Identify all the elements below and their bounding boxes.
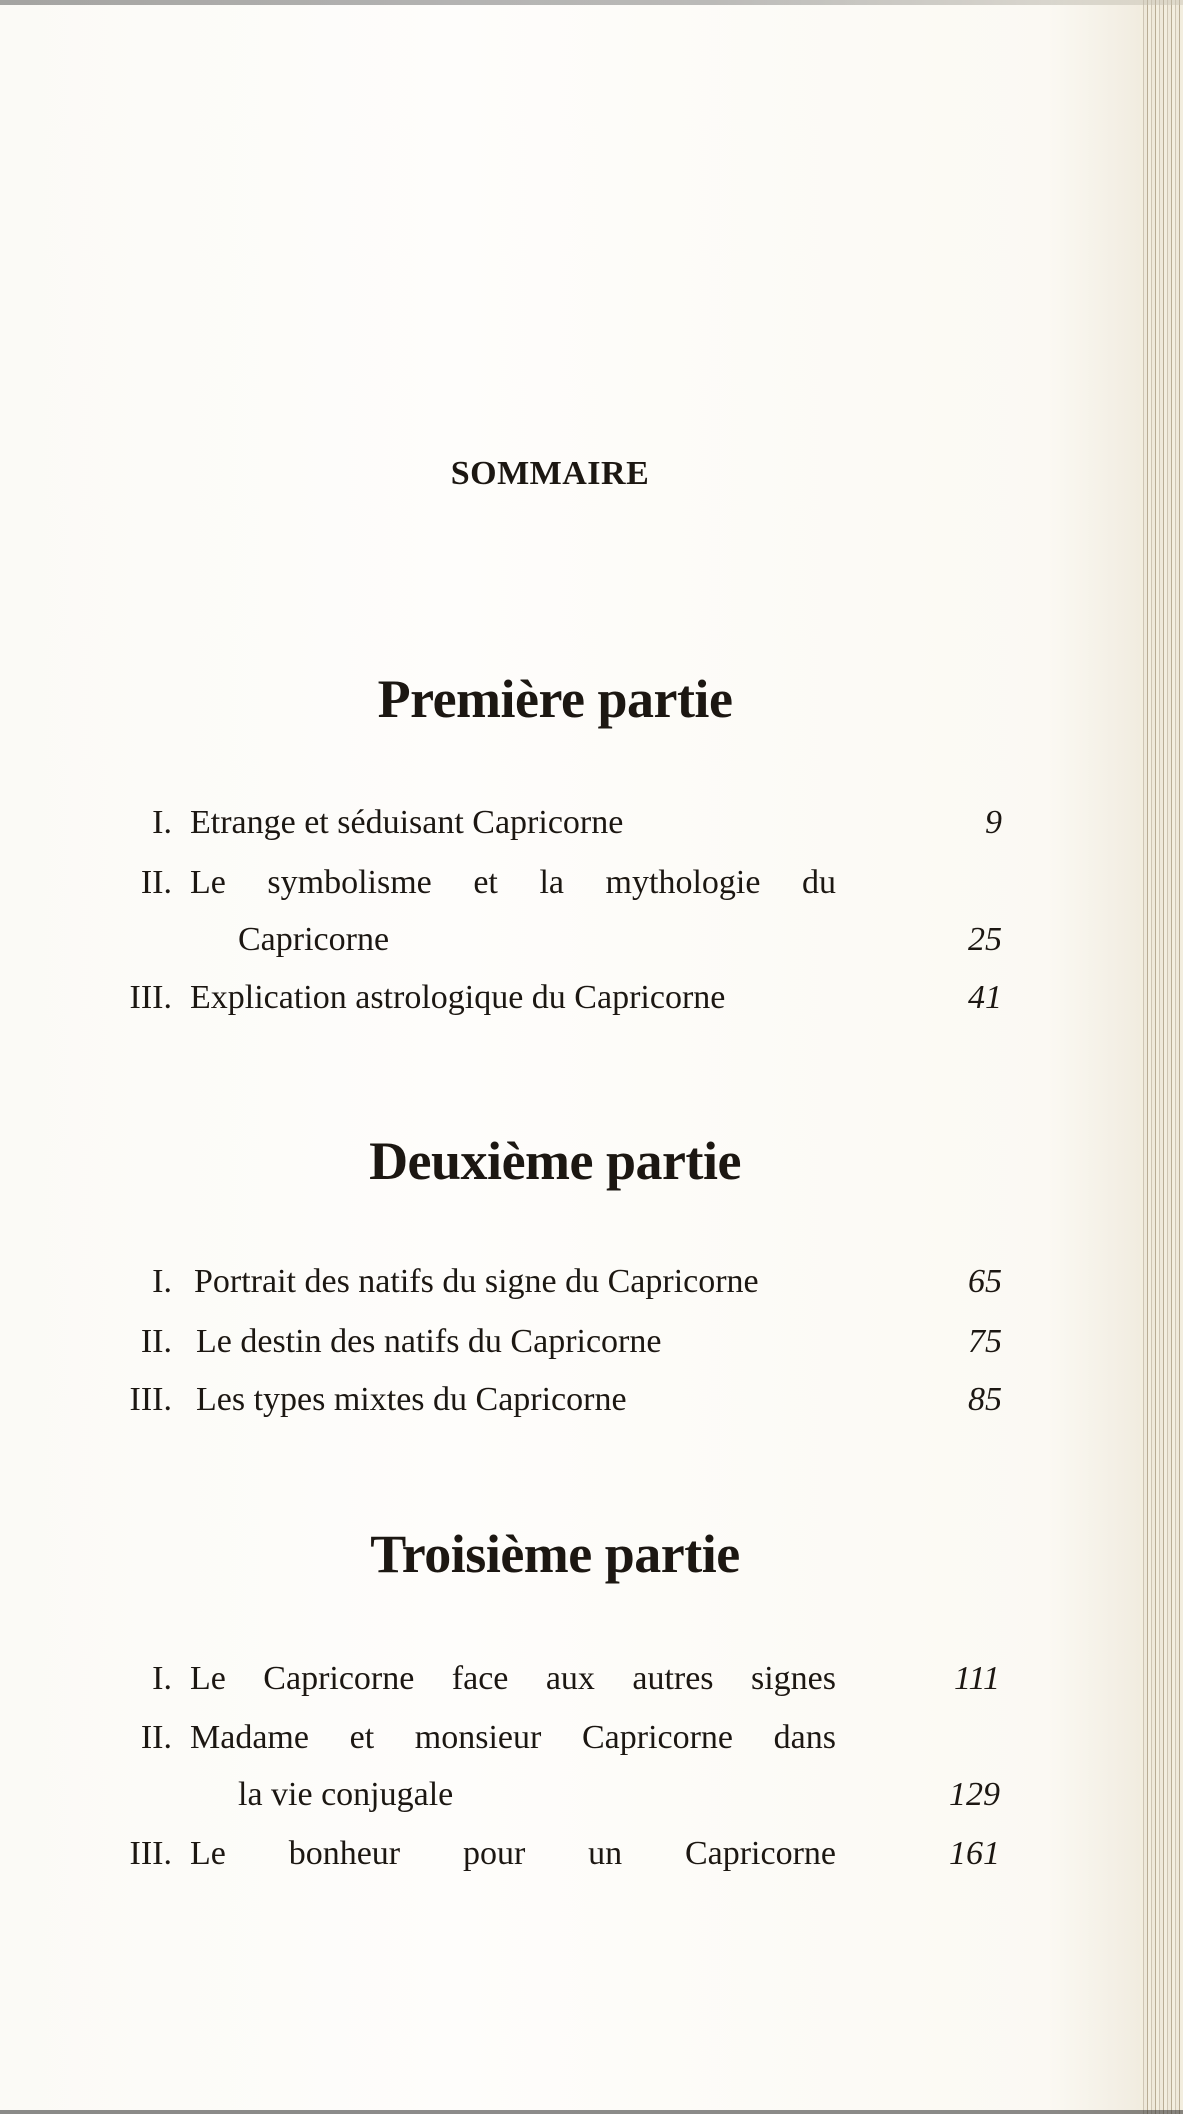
toc-entry: [0, 798, 1140, 848]
page-edges: [1140, 0, 1183, 2114]
entry-page: 41: [968, 979, 1002, 1016]
toc-entry: [0, 858, 1140, 908]
entry-page: 65: [968, 1263, 1002, 1300]
toc-entry: [0, 1317, 1140, 1367]
entry-page: 161: [949, 1835, 1000, 1872]
entry-number: I.: [152, 804, 172, 841]
entry-title-continuation: la vie conjugale: [238, 1776, 454, 1813]
entry-page: 129: [949, 1776, 1000, 1813]
entry-title: Le symbolisme et la mythologie du: [190, 864, 836, 901]
top-shadow: [0, 0, 1183, 5]
part-1-heading: Première partie: [377, 669, 733, 729]
entry-number: III.: [129, 979, 172, 1016]
toc-entry: [0, 1257, 1140, 1307]
toc-entry: [0, 1829, 1140, 1879]
entry-number: II.: [140, 864, 172, 901]
entry-number: III.: [129, 1381, 172, 1418]
entry-title: Madame et monsieur Capricorne dans: [190, 1719, 836, 1756]
entry-title: Explication astrologique du Capricorne: [190, 979, 726, 1016]
toc-entry-continuation: [0, 915, 1140, 965]
entry-number: III.: [129, 1835, 172, 1872]
toc-entry: [0, 1375, 1140, 1425]
entry-title: Le bonheur pour un Capricorne: [190, 1835, 836, 1872]
toc-entry: [0, 1654, 1140, 1704]
entry-page: 9: [985, 804, 1002, 841]
entry-title: Les types mixtes du Capricorne: [196, 1381, 627, 1418]
entry-number: II.: [140, 1323, 172, 1360]
entry-page: 25: [968, 921, 1002, 958]
entry-title: Etrange et séduisant Capricorne: [190, 804, 624, 841]
entry-page: 111: [954, 1660, 1000, 1697]
entry-title: Le Capricorne face aux autres signes: [190, 1660, 836, 1697]
entry-title-continuation: Capricorne: [238, 921, 390, 958]
entry-number: I.: [152, 1263, 172, 1300]
toc-entry: [0, 973, 1140, 1023]
part-2-heading: Deuxième partie: [369, 1131, 741, 1191]
entry-page: 75: [968, 1323, 1002, 1360]
entry-title: Portrait des natifs du signe du Capricorne: [194, 1263, 759, 1300]
bottom-shadow: [0, 2110, 1183, 2114]
entry-number: II.: [140, 1719, 172, 1756]
toc-entry-continuation: [0, 1770, 1140, 1820]
entry-page: 85: [968, 1381, 1002, 1418]
summary-title: SOMMAIRE: [450, 455, 650, 492]
toc-entry: [0, 1713, 1140, 1763]
entry-title: Le destin des natifs du Capricorne: [196, 1323, 662, 1360]
part-3-heading: Troisième partie: [370, 1524, 740, 1584]
entry-number: I.: [152, 1660, 172, 1697]
